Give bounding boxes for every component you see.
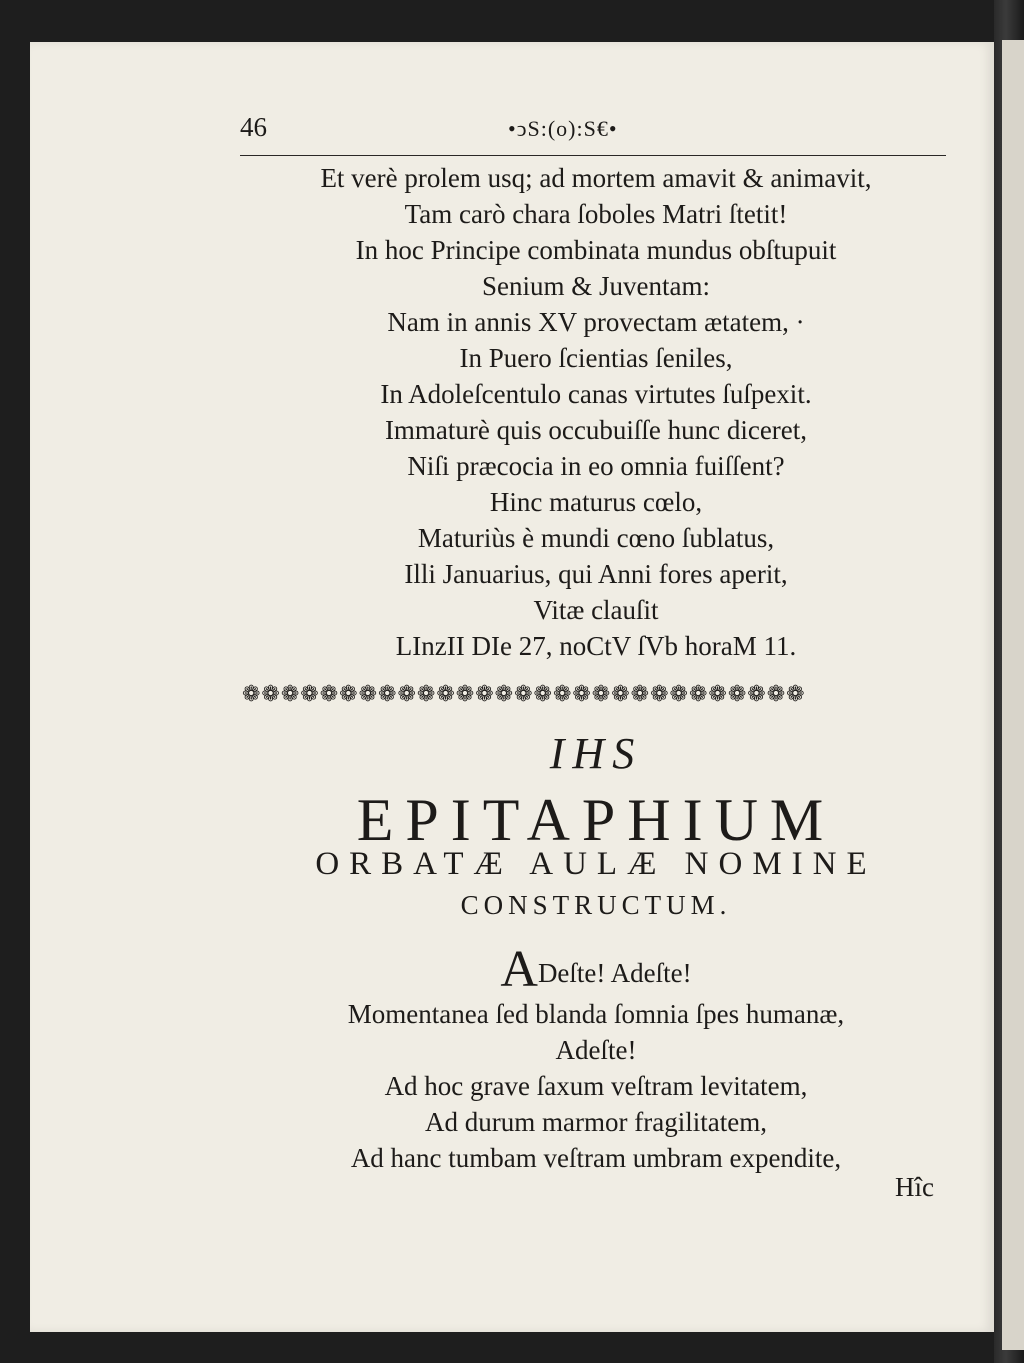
body-line: Ad hoc grave ſaxum veſtram levitatem, — [384, 1071, 808, 1101]
body-line: Adeſte! — [555, 1035, 637, 1065]
ornament-band — [242, 682, 946, 706]
page-number: 46 — [240, 112, 267, 142]
catchword: Hîc — [895, 1172, 934, 1202]
header-ornament: •ↄS:(o):S€• — [508, 116, 618, 141]
verse-line: Vitæ clauſit — [533, 595, 659, 625]
body-line: Ad hanc tumbam veſtram umbram expendite, — [350, 1143, 842, 1173]
book-edge — [994, 0, 1024, 1363]
next-page-sliver — [1002, 40, 1024, 1350]
verse-line: In hoc Principe combinata mundus obſtupuit — [355, 235, 837, 265]
verse-line: Nam in annis XV provectam ætatem, · — [387, 307, 805, 337]
verse-line: Hinc maturus cœlo, — [489, 487, 703, 517]
verse-line: Illi Januarius, qui Anni fores aperit, — [404, 559, 788, 589]
ornament-band-glyphs: ❁❁❁❁❁❁❁❁❁❁❁❁❁❁❁❁❁❁❁❁❁❁❁❁❁❁❁❁❁ — [242, 681, 806, 706]
drop-cap: A — [500, 941, 538, 998]
epitaph-title: EPITAPHIUM — [356, 787, 836, 853]
first-body-line — [240, 940, 952, 999]
epitaph-subtitle-2: CONSTRUCTUM. — [460, 890, 732, 920]
verse-line: Maturiùs è mundi cœno ſublatus, — [417, 523, 775, 553]
verse-line: LInzII DIe 27, noCtV ſVb horaM 11. — [395, 631, 797, 661]
first-line-rest: Deſte! Adeſte! — [537, 958, 692, 988]
verse-line: Tam carò chara ſoboles Matri ſtetit! — [404, 199, 788, 229]
verse-line: Niſi præcocia in eo omnia fuiſſent? — [407, 451, 785, 481]
header-rule — [240, 155, 946, 156]
verse-line: Senium & Juventam: — [482, 271, 710, 301]
verse-line: In Adoleſcentulo canas virtutes ſuſpexit. — [380, 379, 812, 409]
verse-line: Et verè prolem usq; ad mortem amavit & animavit, — [320, 163, 872, 193]
body-line: Momentanea ſed blanda ſomnia ſpes humanæ, — [347, 999, 845, 1029]
body-line: Ad durum marmor fragilitatem, — [425, 1107, 767, 1137]
verse-line: In Puero ſcientias ſeniles, — [459, 343, 733, 373]
ihs-title: IHS — [549, 729, 643, 778]
verse-line: Immaturè quis occubuiſſe hunc diceret, — [384, 415, 808, 445]
epitaph-subtitle-1: ORBATÆ AULÆ NOMINE — [315, 846, 877, 882]
